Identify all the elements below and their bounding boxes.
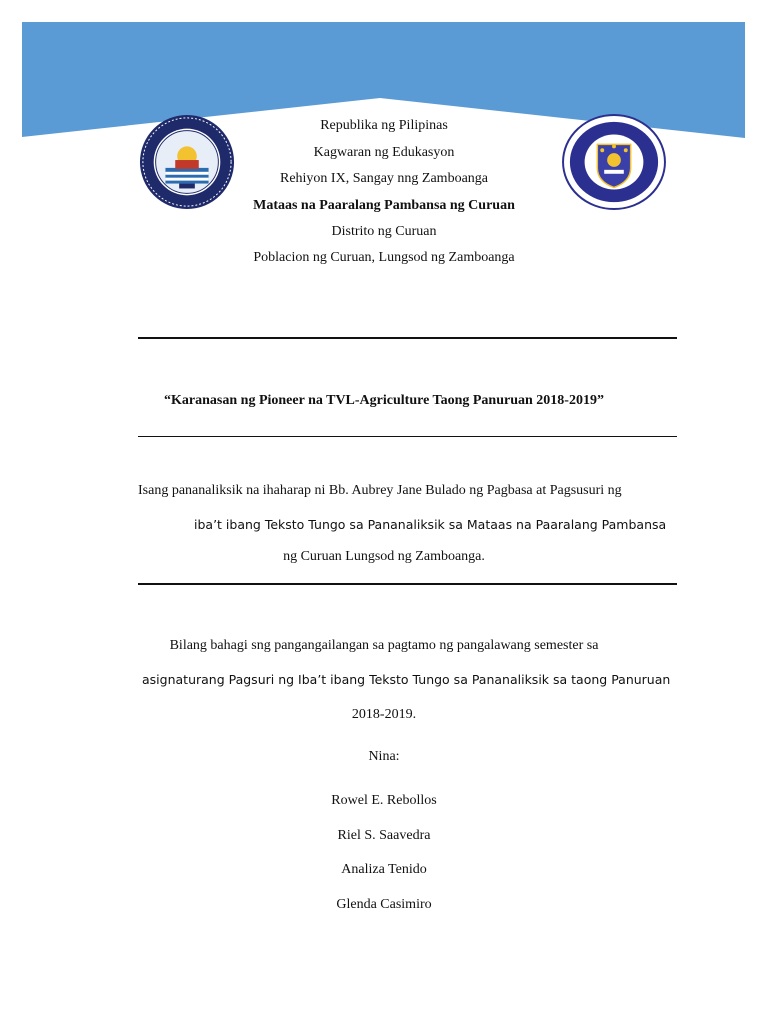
presentation-line-1: Isang pananaliksik na ihaharap ni Bb. Aubrey Jane Bulado ng Pagbasa at Pagsusuri ng	[138, 483, 622, 498]
presentation-line-3: ng Curuan Lungsod ng Zamboanga.	[283, 549, 485, 564]
divider-title	[138, 436, 677, 437]
author-name: Glenda Casimiro	[336, 897, 432, 912]
divider-top	[138, 337, 677, 339]
requirement-line-2: asignaturang Pagsuri ng Iba’t ibang Teksto Tungo sa Pananaliksik sa taong Panuruan	[142, 672, 671, 687]
authors-label: Nina:	[368, 749, 400, 764]
header-school-name: Mataas na Paaralang Pambansa ng Curuan	[253, 198, 515, 213]
header-department: Kagwaran ng Edukasyon	[313, 145, 455, 160]
divider-middle	[138, 583, 677, 585]
header-district: Distrito ng Curuan	[331, 224, 437, 239]
header-republic: Republika ng Pilipinas	[320, 118, 448, 133]
research-title: “Karanasan ng Pioneer na TVL-Agriculture Taong Panuruan 2018-2019”	[164, 393, 604, 408]
author-name: Rowel E. Rebollos	[331, 793, 437, 808]
author-name: Riel S. Saavedra	[337, 828, 431, 843]
requirement-line-3: 2018-2019.	[351, 707, 417, 722]
requirement-line-1: Bilang bahagi sng pangangailangan sa pagtamo ng pangalawang semester sa	[169, 638, 599, 653]
header-region: Rehiyon IX, Sangay nng Zamboanga	[279, 171, 488, 186]
header-address: Poblacion ng Curuan, Lungsod ng Zamboanga	[253, 250, 515, 265]
presentation-line-2: iba’t ibang Teksto Tungo sa Pananaliksik sa Mataas na Paaralang Pambansa	[194, 517, 667, 532]
author-name: Analiza Tenido	[341, 862, 427, 877]
